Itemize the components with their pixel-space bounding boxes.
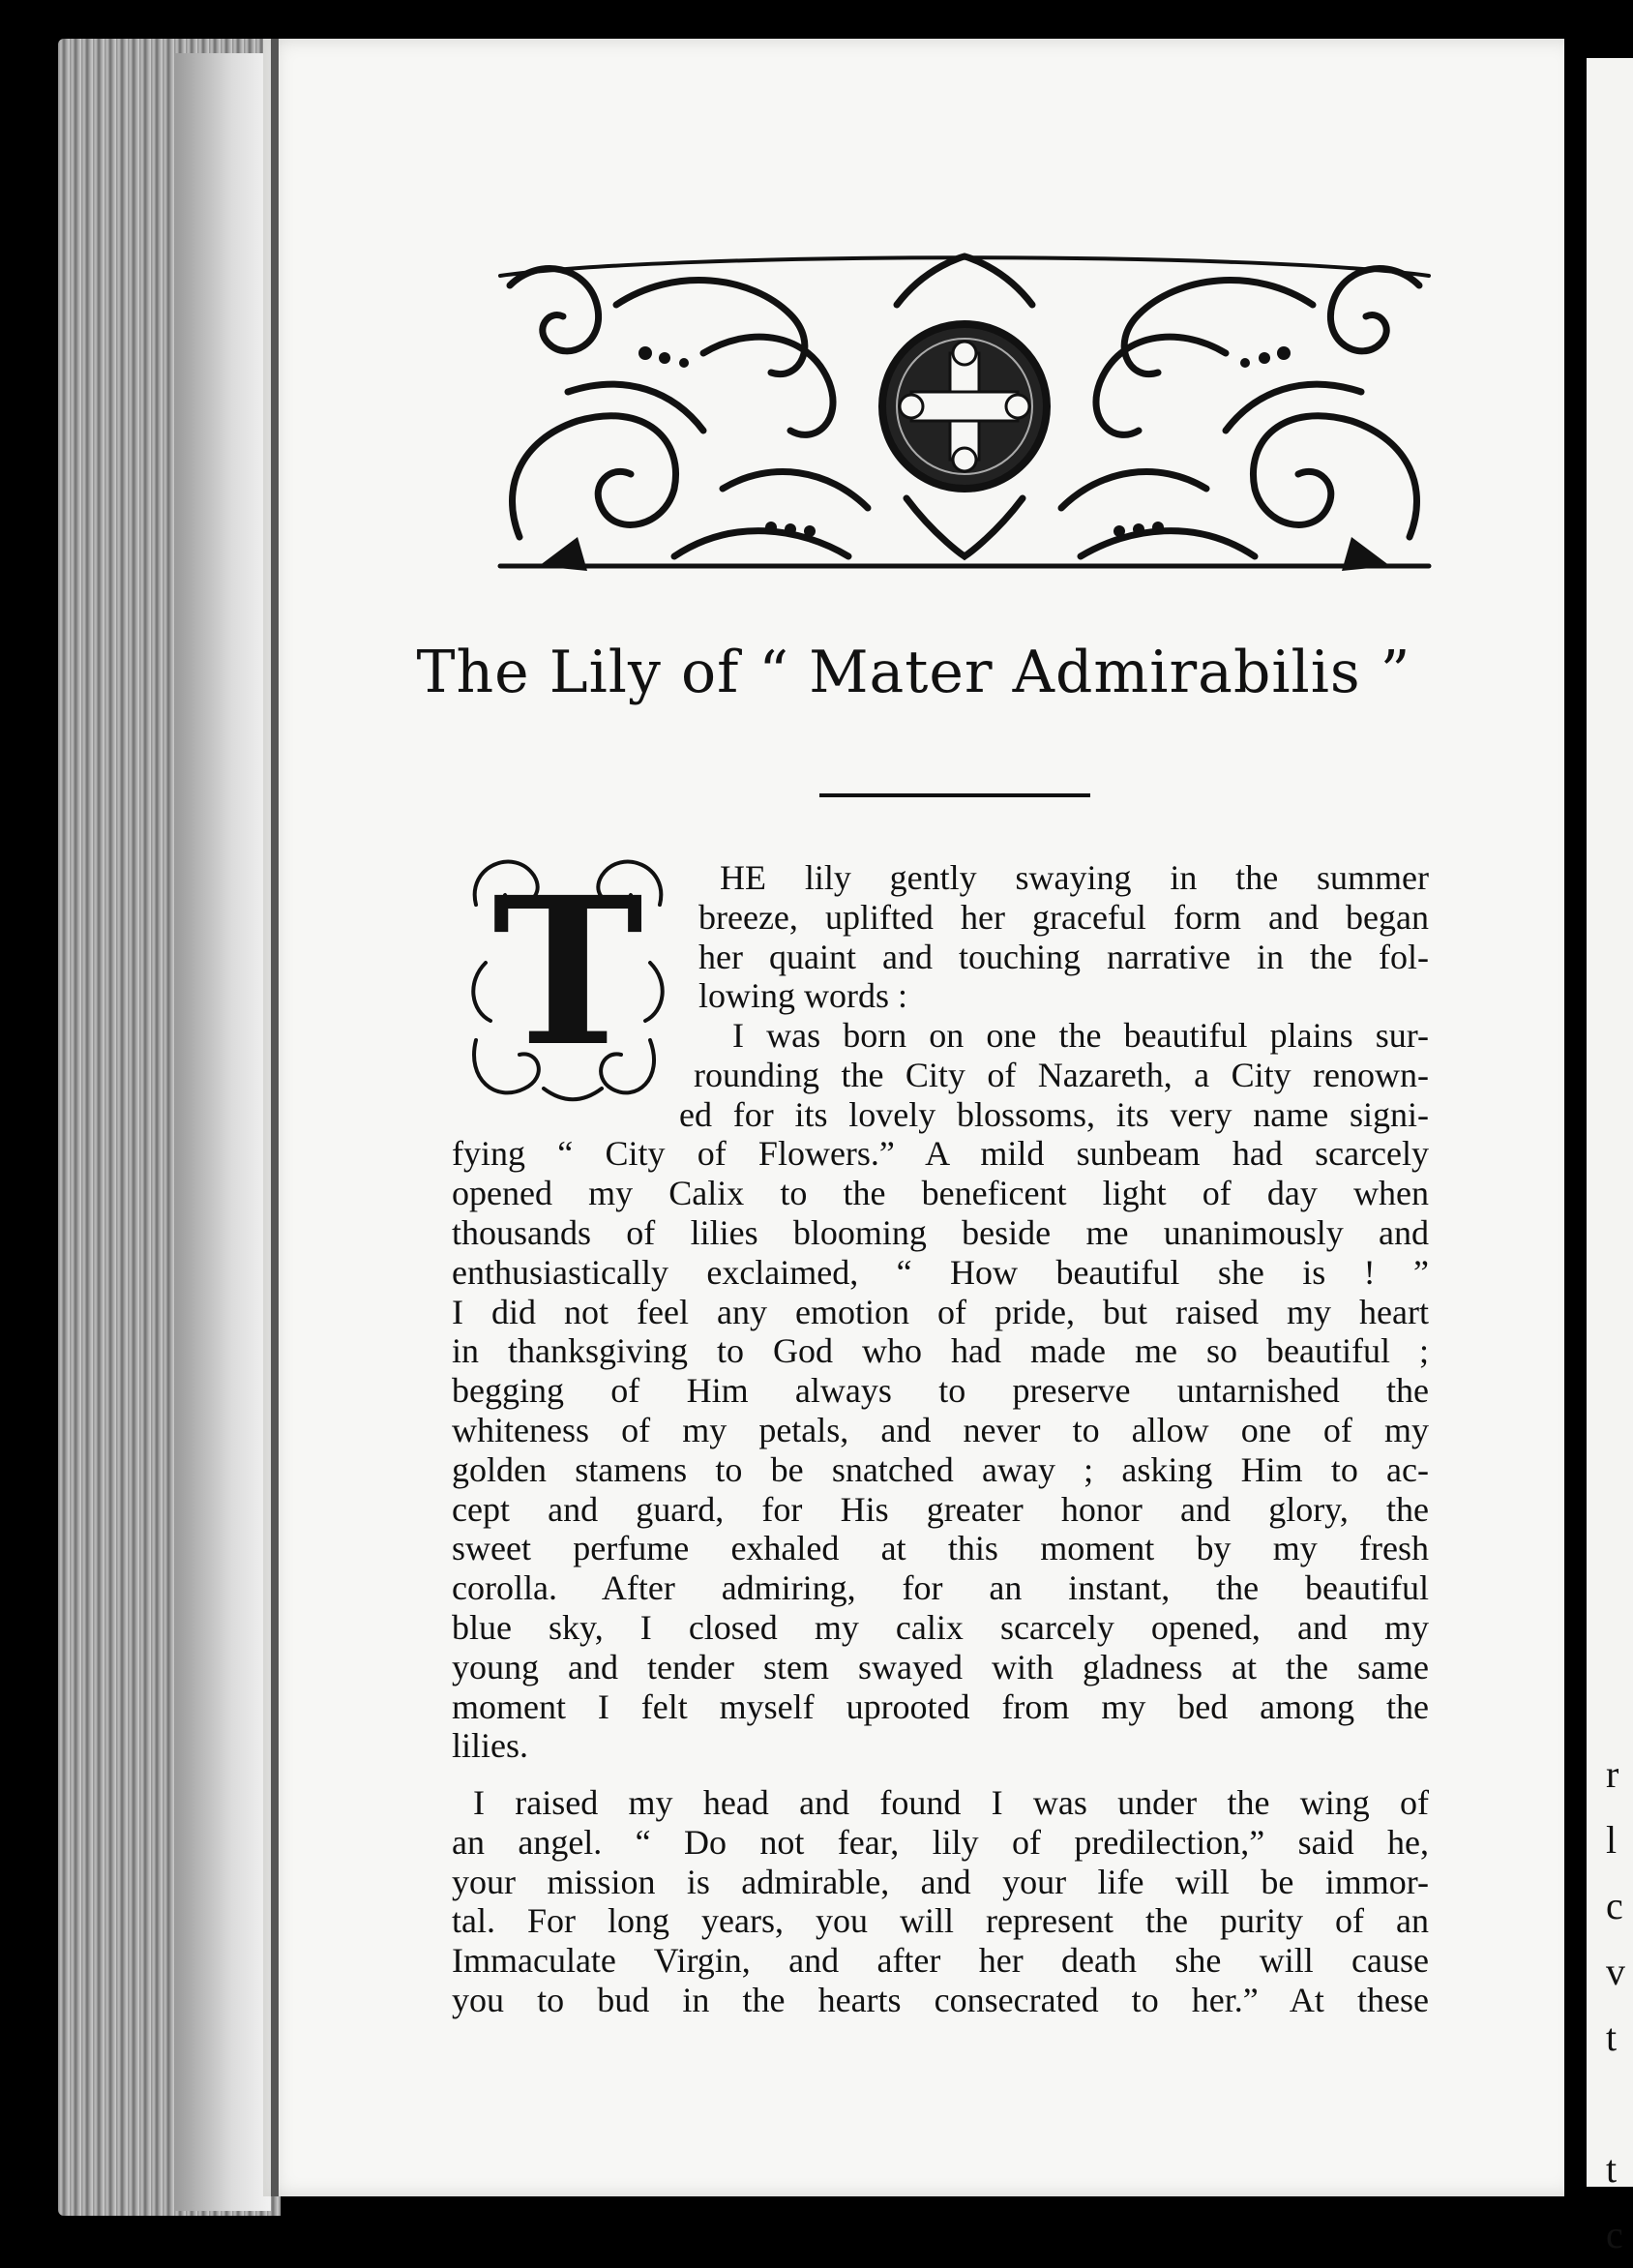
book-page xyxy=(263,39,1564,2196)
drop-cap-letter: T xyxy=(491,852,644,1091)
text-line: young and tender stem swayed with gladness at the same xyxy=(452,1647,1429,1686)
text-line: tal. For long years, you will represent the purity of an xyxy=(452,1901,1429,1941)
text-line: I did not feel any emotion of pride, but raised my heart xyxy=(452,1292,1429,1331)
page-gutter-shadow xyxy=(174,53,271,2211)
text-line: lowing words : xyxy=(698,976,907,1016)
text-line: Immaculate Virgin, and after her death she will cause xyxy=(452,1941,1429,1981)
text-line: opened my Calix to the beneficent light of day when xyxy=(452,1174,1429,1213)
text-line: fying “ City of Flowers.” A mild sunbeam had scarcely xyxy=(452,1134,1429,1174)
text-line: begging of Him always to preserve untarnished the xyxy=(452,1371,1429,1411)
text-line: corolla. After admiring, for an instant, the beautiful xyxy=(452,1568,1429,1608)
text-line: you to bud in the hearts consecrated to her.” At these xyxy=(452,1980,1429,2019)
text-line: ed for its lovely blossoms, its very name signi- xyxy=(679,1094,1429,1134)
text-line: I raised my head and found I was under the wing of xyxy=(473,1783,1429,1822)
text-line: rounding the City of Nazareth, a City renown- xyxy=(694,1055,1429,1094)
title-rule xyxy=(819,793,1090,797)
text-line: I was born on one the beautiful plains sur- xyxy=(732,1016,1429,1055)
text-line: whiteness of my petals, and never to allow one of my xyxy=(452,1410,1429,1449)
page-left-border xyxy=(271,39,279,2196)
adjacent-page-text-fragment: r l c v t t c xyxy=(1606,1752,1625,2256)
text-line: breeze, uplifted her graceful form and began xyxy=(698,897,1429,937)
text-line: cept and guard, for His greater honor and glory, the xyxy=(452,1489,1429,1529)
text-line: your mission is admirable, and your life will be immor- xyxy=(452,1862,1429,1901)
paragraph-2 xyxy=(452,1783,1429,2020)
text-line: lilies. xyxy=(452,1726,528,1766)
text-line: golden stamens to be snatched away ; asking Him to ac- xyxy=(452,1449,1429,1489)
floral-headpiece-ornament xyxy=(481,247,1448,585)
text-line: an angel. “ Do not fear, lily of predilection,” said he, xyxy=(452,1822,1429,1862)
text-line: her quaint and touching narrative in the fol- xyxy=(698,937,1429,976)
text-line: in thanksgiving to God who had made me so beautiful ; xyxy=(452,1331,1429,1371)
text-line: thousands of lilies blooming beside me unanimously and xyxy=(452,1212,1429,1252)
adjacent-page-edge xyxy=(1587,58,1633,2256)
text-line: blue sky, I closed my calix scarcely opened, and my xyxy=(452,1607,1429,1647)
text-line: sweet perfume exhaled at this moment by my fresh xyxy=(452,1529,1429,1568)
text-line: HE lily gently swaying in the summer xyxy=(720,858,1429,897)
text-line: moment I felt myself uprooted from my bed among the xyxy=(452,1686,1429,1726)
chapter-title: The Lily of “ Mater Admirabilis ” xyxy=(416,639,1411,706)
paragraph-1 xyxy=(452,1016,1429,1766)
text-line: enthusiastically exclaimed, “ How beautiful she is ! ” xyxy=(452,1252,1429,1292)
intro-paragraph xyxy=(698,858,1429,1016)
